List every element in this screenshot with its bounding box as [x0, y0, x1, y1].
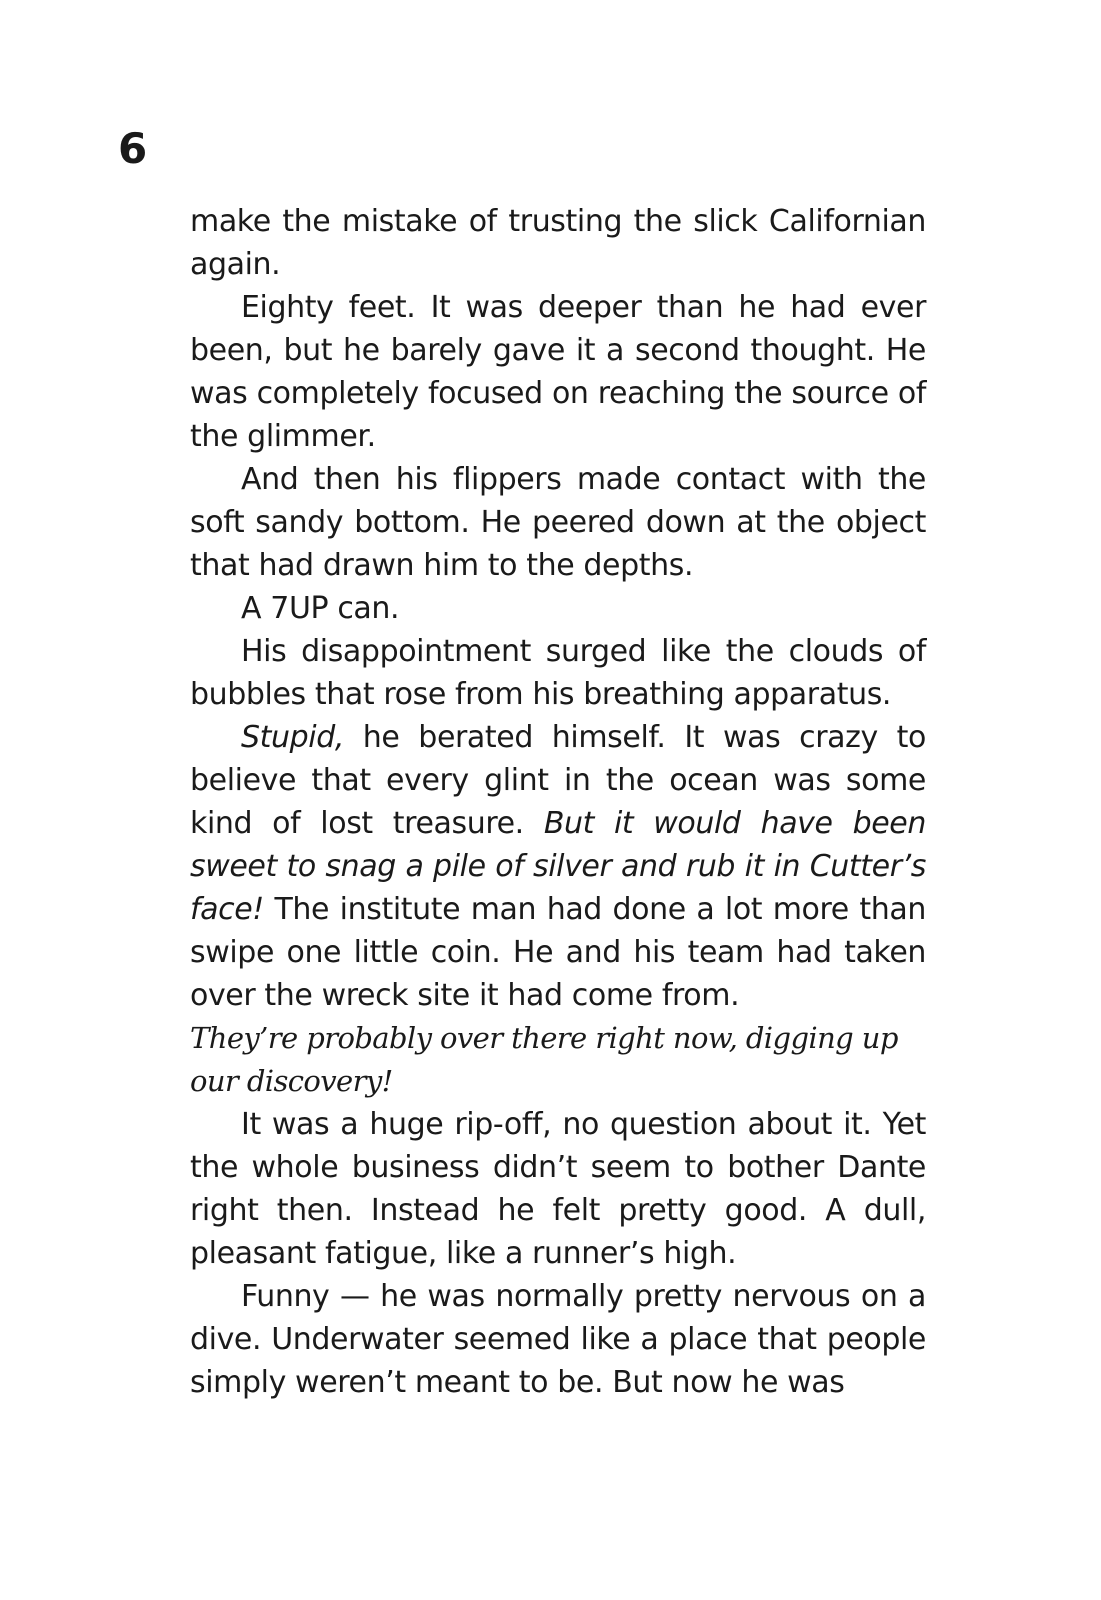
paragraph-2: Eighty feet. It was deeper than he had ever been, but he barely gave it a second thought. He was completely focused on reaching the source of the glimmer.: [190, 290, 926, 454]
paragraph-4: A 7UP can.: [241, 591, 400, 626]
page-number: 6: [118, 124, 148, 173]
italic-thought-stupid: Stupid,: [241, 720, 344, 755]
paragraph-9: Funny — he was normally pretty nervous on a dive. Underwater seemed like a place that people simply weren’t meant to be. But now he was: [190, 1279, 926, 1400]
body-text: [190, 200, 926, 1404]
paragraph-6-text-b: The institute man had done a lot more than swipe one little coin. He and his team had taken over the wreck site it had come from.: [190, 892, 926, 1013]
italic-thought-silver: But it would have been sweet to snag a pile of silver and rub it in Cutter’s face!: [190, 806, 926, 927]
paragraph-1: make the mistake of trusting the slick Californian again.: [190, 204, 926, 282]
paragraph-6: [190, 716, 926, 1017]
paragraph-5: His disappointment surged like the clouds of bubbles that rose from his breathing apparatus.: [190, 634, 926, 712]
paragraph-3: And then his flippers made contact with the soft sandy bottom. He peered down at the object that had drawn him to the depths.: [190, 462, 926, 583]
paragraph-7-italic-thought: They’re probably over there right now, digging up our discovery!: [190, 1021, 898, 1098]
paragraph-6-text-a: he berated himself. It was crazy to believe that every glint in the ocean was some kind of lost treasure.: [190, 720, 926, 841]
paragraph-8: It was a huge rip-off, no question about it. Yet the whole business didn’t seem to bother Dante right then. Instead he felt pretty good. A dull, pleasant fatigue, like a runner’s high.: [190, 1107, 926, 1271]
